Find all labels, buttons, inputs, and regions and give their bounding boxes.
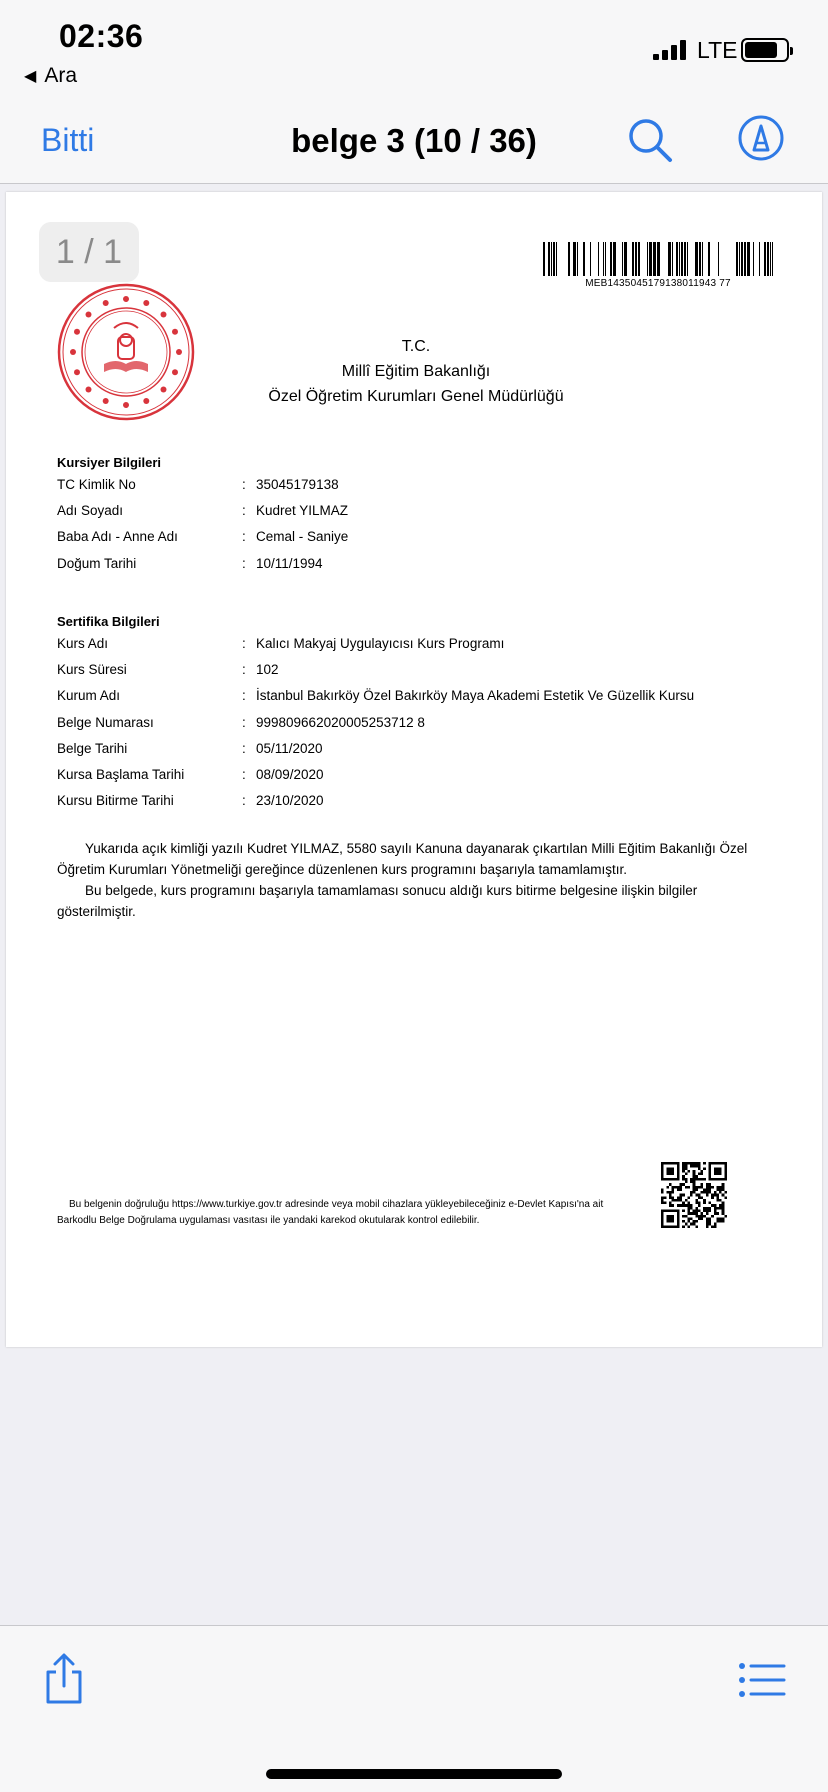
info-row (57, 767, 694, 793)
header-line-2: Millî Eğitim Bakanlığı (341, 363, 491, 380)
info-label: Doğum Tarihi (57, 555, 137, 571)
info-row (57, 715, 694, 741)
info-value: 35045179138 (256, 477, 339, 492)
info-value: 999809662020005253712 8 (256, 714, 425, 730)
info-row (57, 688, 694, 714)
info-row (57, 662, 694, 688)
info-label: Kursu Bitirme Tarihi (57, 793, 174, 809)
verification-note-text: Bu belgenin doğruluğu https://www.turkiye.gov.tr adresinde veya mobil cihazlara yükleyebileceğiniz e-Devlet Kapısı'na ait Barkodlu Belge Doğrulama uygulaması vasıtası ile yandaki karekod okutularak kontrol edilebilir. (57, 1199, 604, 1226)
info-row (57, 636, 694, 662)
statement-paragraph-2: Bu belgede, kurs programını başarıyla tamamlaması sonucu aldığı kurs bitirme belgesine ilişkin bilgiler gösterilmiştir. (57, 883, 698, 919)
barcode-number: MEB1435045179138011943 77 (585, 278, 731, 289)
navigation-bar (0, 92, 828, 184)
trainee-info-table (57, 477, 348, 582)
info-separator: : (242, 636, 246, 651)
share-icon (42, 1652, 86, 1706)
info-value: Cemal - Saniye (256, 529, 349, 545)
outline-list-button[interactable] (738, 1662, 786, 1698)
info-row (57, 477, 348, 503)
info-label: Kurum Adı (57, 688, 121, 704)
info-row (57, 556, 348, 582)
certificate-info-table (57, 636, 694, 819)
info-separator: : (242, 529, 246, 545)
header-line-3: Özel Öğretim Kurumları Genel Müdürlüğü (268, 388, 564, 405)
statement-paragraph-1: Yukarıda açık kimliği yazılı Kudret YILMAZ, 5580 sayılı Kanuna dayanarak çıkartılan Milli Eğitim Bakanlığı Özel Öğretim Kurumları Yönetmeliği gereğince düzenlenen kurs programını başarıyla tamamlamıştır. (57, 841, 748, 877)
info-value: 08/09/2020 (256, 766, 324, 782)
info-row (57, 503, 348, 529)
info-value: 23/10/2020 (256, 793, 324, 809)
status-bar (0, 0, 828, 92)
back-to-app-button[interactable] (24, 64, 77, 88)
info-value: 05/11/2020 (256, 740, 323, 756)
info-label: Adı Soyadı (57, 503, 124, 519)
page-indicator: 1 / 1 (39, 222, 139, 282)
info-separator: : (242, 555, 246, 571)
info-label: Kursa Başlama Tarihi (57, 766, 185, 782)
barcode-icon (543, 242, 773, 276)
info-separator: : (242, 662, 246, 678)
info-separator: : (242, 714, 246, 730)
home-indicator[interactable] (266, 1769, 562, 1779)
info-separator: : (242, 793, 246, 809)
done-button[interactable]: Bitti (41, 122, 95, 158)
document-header (206, 334, 626, 409)
info-row (57, 529, 348, 555)
signal-strength-icon (653, 40, 686, 60)
info-label: Baba Adı - Anne Adı (57, 529, 178, 545)
info-label: TC Kimlik No (57, 477, 136, 492)
trainee-section-title: Kursiyer Bilgileri (57, 455, 162, 470)
back-app-label: Ara (44, 64, 77, 87)
search-button[interactable] (626, 116, 674, 164)
info-label: Kurs Süresi (57, 662, 127, 678)
document-page (6, 192, 822, 1347)
markup-icon (737, 114, 785, 162)
share-button[interactable] (42, 1652, 86, 1706)
back-triangle-icon: ◀ (24, 68, 37, 85)
info-label: Belge Numarası (57, 714, 154, 730)
info-separator: : (242, 477, 246, 492)
info-row (57, 741, 694, 767)
qr-code-icon (661, 1162, 727, 1228)
status-time: 02:36 (59, 18, 144, 54)
info-separator: : (242, 766, 246, 782)
info-value: İstanbul Bakırköy Özel Bakırköy Maya Akademi Estetik Ve Güzellik Kursu (256, 688, 695, 704)
info-value: 102 (256, 662, 279, 678)
battery-icon (741, 38, 789, 62)
info-separator: : (242, 740, 246, 756)
info-value: 10/11/1994 (256, 555, 323, 571)
statement-paragraphs (57, 838, 777, 922)
document-viewer[interactable] (0, 185, 828, 1625)
info-value: Kalıcı Makyaj Uygulayıcısı Kurs Programı (256, 636, 505, 651)
list-icon (738, 1662, 786, 1698)
certificate-section-title: Sertifika Bilgileri (57, 614, 160, 629)
markup-button[interactable] (737, 114, 785, 162)
info-label: Belge Tarihi (57, 740, 128, 756)
verification-note (57, 1197, 617, 1229)
info-separator: : (242, 503, 246, 519)
search-icon (626, 116, 674, 164)
network-type: LTE (697, 37, 738, 63)
ministry-seal-icon (56, 282, 196, 422)
info-row (57, 793, 694, 819)
info-label: Kurs Adı (57, 636, 109, 651)
info-value: Kudret YILMAZ (256, 503, 349, 519)
info-separator: : (242, 688, 246, 704)
bottom-toolbar (0, 1625, 828, 1792)
header-line-1: T.C. (401, 338, 431, 355)
document-title: belge 3 (10 / 36) (291, 122, 537, 159)
